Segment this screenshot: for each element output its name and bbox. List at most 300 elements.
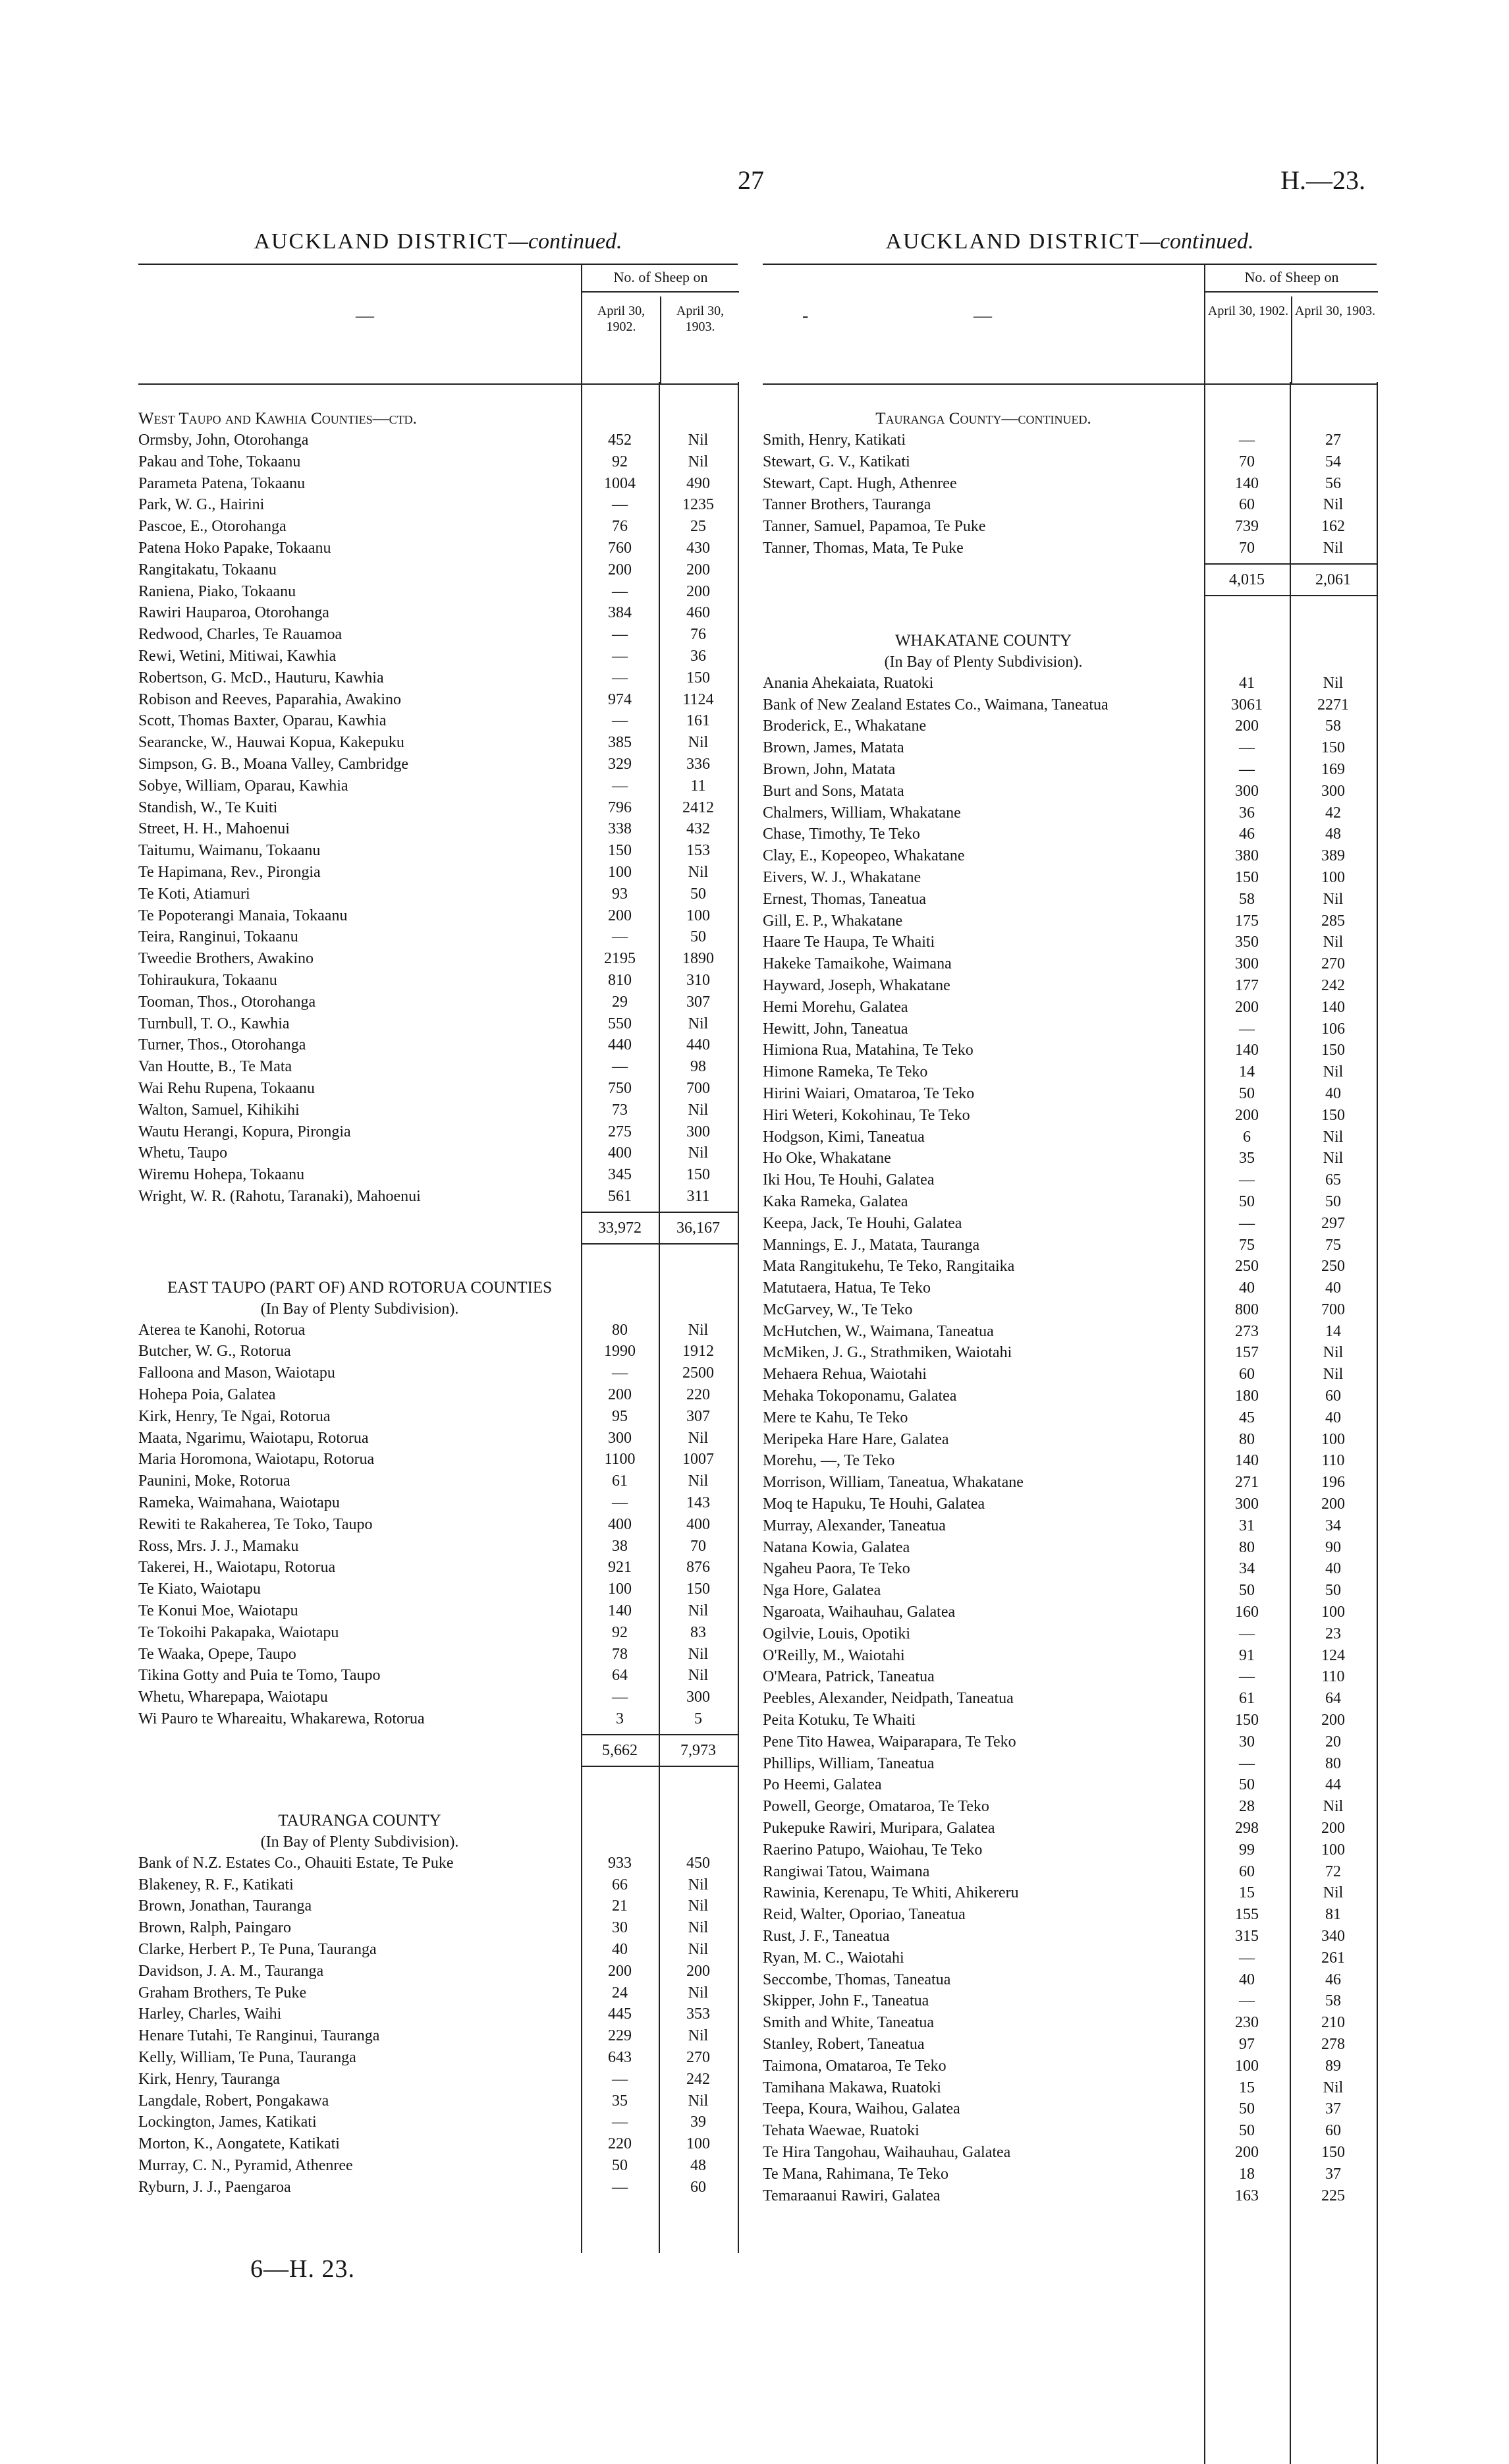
sheep-1903: 100 — [1321, 1430, 1345, 1448]
sheep-1903: 39 — [690, 2114, 706, 2131]
sheep-1903: 100 — [1321, 1604, 1345, 1621]
table-row — [763, 1710, 1377, 1731]
sheep-1902: — — [612, 1058, 628, 1076]
sheep-1903: Nil — [688, 1984, 709, 2002]
district-title — [763, 229, 1377, 264]
district-name: AUCKLAND DISTRICT — [885, 229, 1140, 254]
name-column-dash: — — [356, 306, 374, 326]
table-row — [763, 1645, 1377, 1667]
entry-name: Turnbull, T. O., Kawhia — [138, 1015, 290, 1032]
entry-name: Whetu, Wharepapa, Waiotapu — [138, 1689, 328, 1706]
sheep-1903: Nil — [1323, 496, 1344, 514]
sheep-1903: 5 — [694, 1710, 702, 1728]
sheep-1903: 48 — [690, 2156, 706, 2174]
section-title: EAST TAUPO (PART OF) AND ROTORUA COUNTIES — [167, 1278, 553, 1297]
table-row — [763, 997, 1377, 1019]
entry-name: Wi Pauro te Whareaitu, Whakarewa, Rotorua — [138, 1710, 425, 1728]
sheep-1902: — — [612, 777, 628, 795]
entry-name: Searancke, W., Hauwai Kopua, Kakepuku — [138, 734, 404, 752]
table-row — [138, 1514, 738, 1536]
sheep-1903: 169 — [1321, 760, 1345, 778]
sheep-1903: 65 — [1325, 1171, 1341, 1189]
table-row — [138, 538, 738, 559]
sheep-1902: 345 — [608, 1166, 632, 1184]
sheep-1902: 1990 — [604, 1343, 636, 1360]
entry-name: Blakeney, R. F., Katikati — [138, 1876, 294, 1893]
sheep-1902: 50 — [612, 2156, 628, 2174]
entry-name: Ho Oke, Whakatane — [763, 1150, 891, 1167]
sheep-1903: 100 — [1321, 1841, 1345, 1859]
sheep-1903: 42 — [1325, 804, 1341, 822]
sheep-1902: — — [612, 928, 628, 946]
entry-name: Matutaera, Hatua, Te Teko — [763, 1279, 931, 1297]
sheep-1902: 18 — [1239, 2165, 1255, 2183]
entry-name: Meripeka Hare Hare, Galatea — [763, 1430, 949, 1448]
sheep-1903: 250 — [1321, 1258, 1345, 1275]
sheep-1902: 60 — [1239, 1366, 1255, 1384]
table-row — [763, 1926, 1377, 1947]
entry-name: Ormsby, John, Otorohanga — [138, 432, 309, 449]
entry-name: Sobye, William, Oparau, Kawhia — [138, 777, 348, 795]
entry-name: Hirini Waiari, Omataroa, Te Teko — [763, 1084, 975, 1102]
entry-name: Kirk, Henry, Te Ngai, Rotorua — [138, 1407, 331, 1425]
sheep-1903: Nil — [1323, 934, 1344, 951]
entry-name: Maria Horomona, Waiotapu, Rotorua — [138, 1451, 375, 1469]
table-row — [763, 2056, 1377, 2077]
sheep-1902: 76 — [612, 518, 628, 536]
table-row — [763, 1558, 1377, 1580]
sheep-1902: 150 — [1235, 1712, 1259, 1729]
sheep-1902: 36 — [1239, 804, 1255, 822]
sheep-1902: 91 — [1239, 1646, 1255, 1664]
entry-name: Tamihana Makawa, Ruatoki — [763, 2079, 941, 2096]
sheep-1903: 72 — [1325, 1862, 1341, 1880]
sheep-1902: 760 — [608, 539, 632, 557]
sheep-1903: 44 — [1325, 1776, 1341, 1794]
sheep-1902: 1004 — [604, 474, 636, 492]
table-row — [138, 1186, 738, 1208]
sheep-1903: 90 — [1325, 1538, 1341, 1556]
sheep-1903: 153 — [686, 842, 710, 860]
sheep-1902: 140 — [608, 1602, 632, 1620]
entry-name: Maata, Ngarimu, Waiotapu, Rotorua — [138, 1429, 369, 1447]
sheep-1902: — — [1239, 432, 1255, 449]
sheep-1902: 200 — [608, 1386, 632, 1404]
entry-name: Iki Hou, Te Houhi, Galatea — [763, 1171, 935, 1189]
entry-name: Mehaera Rehua, Waiotahi — [763, 1366, 927, 1384]
table-row — [138, 1579, 738, 1600]
footer-code: 6—H. 23. — [250, 2255, 355, 2283]
sheep-1902: — — [612, 2178, 628, 2196]
sheep-1902: 271 — [1235, 1474, 1259, 1492]
sheep-1903: 60 — [1325, 1387, 1341, 1405]
sheep-1902: 933 — [608, 1854, 632, 1872]
table-row — [138, 840, 738, 862]
sheep-1903: 242 — [686, 2070, 710, 2088]
sheep-1902: 800 — [1235, 1301, 1259, 1318]
entry-name: Ryan, M. C., Waiotahi — [763, 1949, 904, 1967]
sheep-1902: 92 — [612, 1623, 628, 1641]
table-row — [763, 824, 1377, 845]
sheep-1902: — — [612, 712, 628, 730]
sheep-1902: — — [1239, 1949, 1255, 1967]
sheep-1903: 200 — [686, 561, 710, 578]
entry-name: Anania Ahekaiata, Ruatoki — [763, 674, 934, 692]
entry-name: Himone Rameka, Te Teko — [763, 1063, 928, 1081]
sheep-1902: 61 — [1239, 1690, 1255, 1708]
entry-name: Te Tokoihi Pakapaka, Waiotapu — [138, 1623, 339, 1641]
sheep-1903: 200 — [686, 1962, 710, 1980]
sheep-1902: 15 — [1239, 1884, 1255, 1902]
table-row — [763, 1235, 1377, 1256]
sheep-1903: 150 — [1321, 2143, 1345, 2161]
sheep-1903: 54 — [1325, 453, 1341, 470]
sheep-1902: 140 — [1235, 1042, 1259, 1059]
sheep-1903: 140 — [1321, 998, 1345, 1016]
table-row — [138, 430, 738, 451]
table-row — [138, 1708, 738, 1730]
sheep-1903: 110 — [1321, 1452, 1345, 1470]
entry-name: Paunini, Moke, Rotorua — [138, 1472, 290, 1490]
sheep-1903: 20 — [1325, 1733, 1341, 1750]
entry-name: Gill, E. P., Whakatane — [763, 912, 903, 930]
entry-name: Teira, Ranginui, Tokaanu — [138, 928, 298, 946]
entry-name: Te Waaka, Opepe, Taupo — [138, 1645, 296, 1663]
sheep-1902: 315 — [1235, 1928, 1259, 1945]
sheep-1903: 310 — [686, 971, 710, 989]
sheep-1903: 58 — [1325, 1992, 1341, 2010]
sheep-1902: 140 — [1235, 474, 1259, 492]
entry-name: Rameka, Waimahana, Waiotapu — [138, 1494, 340, 1512]
sheep-title: No. of Sheep on — [1205, 269, 1378, 293]
sheep-1903: 2500 — [682, 1364, 714, 1382]
entry-name: Stewart, G. V., Katikati — [763, 453, 910, 470]
sheep-1903: 75 — [1325, 1236, 1341, 1254]
sheep-1902: 66 — [612, 1876, 628, 1893]
sheep-1902: 150 — [608, 842, 632, 860]
sheep-1902: 80 — [1239, 1430, 1255, 1448]
table-row — [763, 1947, 1377, 1969]
sheep-1902: 34 — [1239, 1560, 1255, 1578]
table-row — [763, 1213, 1377, 1235]
sheep-1903: Nil — [1323, 1344, 1344, 1362]
entry-name: Taitumu, Waimanu, Tokaanu — [138, 842, 321, 860]
entry-name: Takerei, H., Waiotapu, Rotorua — [138, 1559, 336, 1577]
entry-name: Parameta Patena, Tokaanu — [138, 474, 306, 492]
sheep-1903: 307 — [686, 993, 710, 1011]
entry-name: Tanner, Thomas, Mata, Te Puke — [763, 539, 964, 557]
sheep-1902: 200 — [608, 907, 632, 924]
sheep-1902: 200 — [608, 1962, 632, 1980]
entry-name: Ngaheu Paora, Te Teko — [763, 1560, 910, 1578]
table-row — [138, 905, 738, 927]
sheep-1903: 25 — [690, 518, 706, 536]
entry-name: Simpson, G. B., Moana Valley, Cambridge — [138, 755, 408, 773]
table-row — [763, 1623, 1377, 1645]
entry-name: Ross, Mrs. J. J., Mamaku — [138, 1537, 299, 1555]
table-row — [763, 1019, 1377, 1040]
sheep-1902: 796 — [608, 798, 632, 816]
sheep-1902: 229 — [608, 2027, 632, 2045]
sheep-1903: Nil — [1323, 1128, 1344, 1146]
sheep-1903: 150 — [686, 669, 710, 686]
table-row — [763, 1256, 1377, 1277]
sheep-1903: 40 — [1325, 1560, 1341, 1578]
table-row — [138, 1013, 738, 1035]
sheep-1902: 163 — [1235, 2187, 1259, 2204]
entry-name: Chalmers, William, Whakatane — [763, 804, 961, 822]
sheep-1902: 61 — [612, 1472, 628, 1490]
table-row — [763, 953, 1377, 975]
entry-name: Tohiraukura, Tokaanu — [138, 971, 277, 989]
sheep-1903: 48 — [1325, 826, 1341, 843]
entry-name: Clarke, Herbert P., Te Puna, Tauranga — [138, 1941, 377, 1959]
entry-name: Walton, Samuel, Kihikihi — [138, 1101, 300, 1119]
table-row — [763, 1580, 1377, 1602]
table-row — [138, 1100, 738, 1121]
sheep-1902: 200 — [1235, 717, 1259, 735]
table-row — [138, 1142, 738, 1164]
sheep-1903: Nil — [688, 2027, 709, 2045]
sheep-1903: 34 — [1325, 1517, 1341, 1534]
sheep-1902: 3061 — [1231, 696, 1263, 714]
table-row — [763, 1083, 1377, 1105]
entry-name: Seccombe, Thomas, Taneatua — [763, 1971, 951, 1988]
entry-name: Peebles, Alexander, Neidpath, Taneatua — [763, 1690, 1014, 1708]
entry-name: Himiona Rua, Matahina, Te Teko — [763, 1042, 974, 1059]
entry-name: Brown, Jonathan, Tauranga — [138, 1897, 312, 1915]
sheep-1903: 56 — [1325, 474, 1341, 492]
sheep-1902: 100 — [608, 863, 632, 881]
sheep-1902: 155 — [1235, 1906, 1259, 1924]
table-body — [138, 1853, 738, 2198]
sheep-1903: Nil — [688, 2092, 709, 2110]
entry-name: Murray, C. N., Pyramid, Athenree — [138, 2156, 353, 2174]
sheep-1902: 250 — [1235, 1258, 1259, 1275]
table-row — [138, 2003, 738, 2025]
sheep-1902: 175 — [1235, 912, 1259, 930]
table-row — [138, 473, 738, 495]
table-row — [763, 1796, 1377, 1818]
sheep-1903: 2412 — [682, 798, 714, 816]
sheep-1902: 30 — [612, 1919, 628, 1937]
sheep-1903: 76 — [690, 626, 706, 644]
table-row — [138, 1056, 738, 1078]
entry-name: O'Reilly, M., Waiotahi — [763, 1646, 905, 1664]
year-1903-header: April 30, 1903. — [676, 304, 725, 334]
sheep-1902: 180 — [1235, 1387, 1259, 1405]
table-row — [763, 1818, 1377, 1839]
sheep-1902: — — [612, 582, 628, 600]
sheep-1902: 41 — [1239, 674, 1255, 692]
sheep-1903: 162 — [1321, 518, 1345, 536]
table-row — [138, 689, 738, 711]
table-row — [763, 1429, 1377, 1451]
sheep-1902: — — [612, 496, 628, 514]
entry-name: Eivers, W. J., Whakatane — [763, 868, 921, 886]
entry-name: McGarvey, W., Te Teko — [763, 1301, 913, 1318]
entry-name: Morehu, —, Te Teko — [763, 1452, 895, 1470]
entry-name: Mehaka Tokoponamu, Galatea — [763, 1387, 957, 1405]
sheep-1903: 36 — [690, 647, 706, 665]
entry-name: Brown, James, Matata — [763, 739, 904, 757]
sheep-1902: 40 — [1239, 1971, 1255, 1988]
sheep-1902: 300 — [608, 1429, 632, 1447]
sheep-1903: 81 — [1325, 1906, 1341, 1924]
sheep-1902: 440 — [608, 1036, 632, 1054]
sheep-1902: 60 — [1239, 1862, 1255, 1880]
total-1903: 36,167 — [676, 1219, 720, 1237]
entry-name: Park, W. G., Hairini — [138, 496, 265, 514]
sheep-1903: 98 — [690, 1058, 706, 1076]
table-row — [138, 1622, 738, 1644]
table-row — [138, 1406, 738, 1428]
sheep-1903: 124 — [1321, 1646, 1345, 1664]
section-title: Tauranga County—continued. — [875, 410, 1091, 428]
table-row — [763, 1774, 1377, 1796]
sheep-1903: Nil — [688, 1941, 709, 1959]
entry-name: Henare Tutahi, Te Ranginui, Tauranga — [138, 2027, 380, 2045]
table-row — [763, 889, 1377, 910]
table-row — [763, 516, 1377, 538]
table-row — [138, 1644, 738, 1666]
table-row — [763, 430, 1377, 451]
table-row — [763, 1515, 1377, 1537]
table-row — [763, 845, 1377, 867]
sheep-1902: — — [612, 1494, 628, 1512]
entry-name: Tweedie Brothers, Awakino — [138, 950, 314, 968]
sheep-1902: 300 — [1235, 782, 1259, 800]
sheep-1903: Nil — [1323, 539, 1344, 557]
sheep-1902: 200 — [608, 561, 632, 578]
entry-name: Davidson, J. A. M., Tauranga — [138, 1962, 324, 1980]
table-row — [763, 1364, 1377, 1386]
name-column-dash: — — [974, 306, 992, 326]
sheep-1902: — — [612, 1689, 628, 1706]
sheep-1902: 329 — [608, 755, 632, 773]
entry-name: Po Heemi, Galatea — [763, 1776, 882, 1794]
entry-name: Rewiti te Rakaherea, Te Toko, Taupo — [138, 1515, 373, 1533]
table-row — [138, 1665, 738, 1687]
table-row — [138, 2177, 738, 2198]
entry-name: McMiken, J. G., Strathmiken, Waiotahi — [763, 1344, 1012, 1362]
sheep-1902: 73 — [612, 1101, 628, 1119]
sheep-1902: 97 — [1239, 2035, 1255, 2053]
sheep-1902: 200 — [1235, 998, 1259, 1016]
table-row — [763, 451, 1377, 473]
table-row — [138, 818, 738, 840]
sheep-1903: 242 — [1321, 976, 1345, 994]
entry-name: Robertson, G. McD., Hauturu, Kawhia — [138, 669, 384, 686]
sheep-1902: 6 — [1243, 1128, 1251, 1146]
sheep-1902: 230 — [1235, 2014, 1259, 2032]
total-1902: 5,662 — [602, 1741, 638, 1759]
sheep-1903: 150 — [1321, 739, 1345, 757]
sheep-1902: — — [612, 2114, 628, 2131]
sheep-1903: 60 — [1325, 2122, 1341, 2140]
sheep-1903: 37 — [1325, 2100, 1341, 2118]
table-row — [138, 667, 738, 689]
entry-name: Morton, K., Aongatete, Katikati — [138, 2135, 340, 2153]
sheep-1903: 1007 — [682, 1451, 714, 1469]
entry-name: Tooman, Thos., Otorohanga — [138, 993, 316, 1011]
sheep-1902: — — [1239, 1992, 1255, 2010]
table-row — [763, 673, 1377, 694]
table-row — [138, 2025, 738, 2047]
table-row — [138, 1961, 738, 1982]
sheep-1903: Nil — [688, 453, 709, 470]
table-row — [138, 1853, 738, 1874]
table-row — [763, 1688, 1377, 1710]
table-row — [763, 975, 1377, 997]
table-row — [138, 2112, 738, 2133]
table-row — [763, 910, 1377, 932]
table-row — [138, 1687, 738, 1708]
sheep-1903: 60 — [690, 2178, 706, 2196]
entry-name: Powell, George, Omataroa, Te Teko — [763, 1798, 989, 1816]
entry-name: Butcher, W. G., Rotorua — [138, 1343, 291, 1360]
entry-name: Rawinia, Kerenapu, Te Whiti, Ahikereru — [763, 1884, 1019, 1902]
sheep-1903: 27 — [1325, 432, 1341, 449]
table-row — [763, 1731, 1377, 1753]
section-title: TAURANGA COUNTY — [278, 1811, 441, 1830]
sheep-1903: Nil — [688, 863, 709, 881]
entry-name: Ogilvie, Louis, Opotiki — [763, 1625, 910, 1642]
table-row — [138, 1492, 738, 1514]
sheep-1902: 35 — [1239, 1150, 1255, 1167]
entry-name: Brown, John, Matata — [763, 760, 896, 778]
sheep-1902: 100 — [1235, 2057, 1259, 2075]
entry-name: Te Kiato, Waiotapu — [138, 1581, 261, 1598]
sheep-1903: 700 — [1321, 1301, 1345, 1318]
sheep-1902: 561 — [608, 1187, 632, 1205]
table-row — [763, 1861, 1377, 1883]
sheep-1902: 298 — [1235, 1820, 1259, 1837]
sheep-1903: 353 — [686, 2005, 710, 2023]
entry-name: Te Koti, Atiamuri — [138, 885, 250, 903]
section-subtitle: (In Bay of Plenty Subdivision). — [884, 653, 1083, 671]
sheep-1902: 64 — [612, 1667, 628, 1685]
sheep-1902: 921 — [608, 1559, 632, 1577]
sheep-1903: 196 — [1321, 1474, 1345, 1492]
sheep-1902: 200 — [1235, 1106, 1259, 1124]
sheep-1902: 21 — [612, 1897, 628, 1915]
sheep-1902: — — [1239, 1020, 1255, 1038]
table-row — [138, 451, 738, 473]
sheep-1903: 200 — [1321, 1496, 1345, 1513]
table-row — [138, 1078, 738, 1100]
sheep-1903: 300 — [686, 1123, 710, 1140]
sheep-1903: Nil — [688, 1645, 709, 1663]
entry-name: Temaraanui Rawiri, Galatea — [763, 2187, 941, 2204]
sheep-1903: Nil — [688, 1015, 709, 1032]
sheep-1902: 99 — [1239, 1841, 1255, 1859]
sheep-1903: 106 — [1321, 1020, 1345, 1038]
entry-name: Ngaroata, Waihauhau, Galatea — [763, 1604, 956, 1621]
entry-name: Standish, W., Te Kuiti — [138, 798, 278, 816]
sheep-1903: Nil — [688, 1144, 709, 1162]
sheep-1902: — — [1239, 1668, 1255, 1686]
entry-name: Van Houtte, B., Te Mata — [138, 1058, 292, 1076]
sheep-1902: 177 — [1235, 976, 1259, 994]
sheep-1902: 58 — [1239, 890, 1255, 908]
entry-name: Pene Tito Hawea, Waiparapara, Te Teko — [763, 1733, 1016, 1750]
sheep-1902: 31 — [1239, 1517, 1255, 1534]
table-row — [138, 1449, 738, 1470]
entry-name: Murray, Alexander, Taneatua — [763, 1517, 946, 1534]
sheep-1902: 95 — [612, 1407, 628, 1425]
table-row — [763, 1990, 1377, 2012]
